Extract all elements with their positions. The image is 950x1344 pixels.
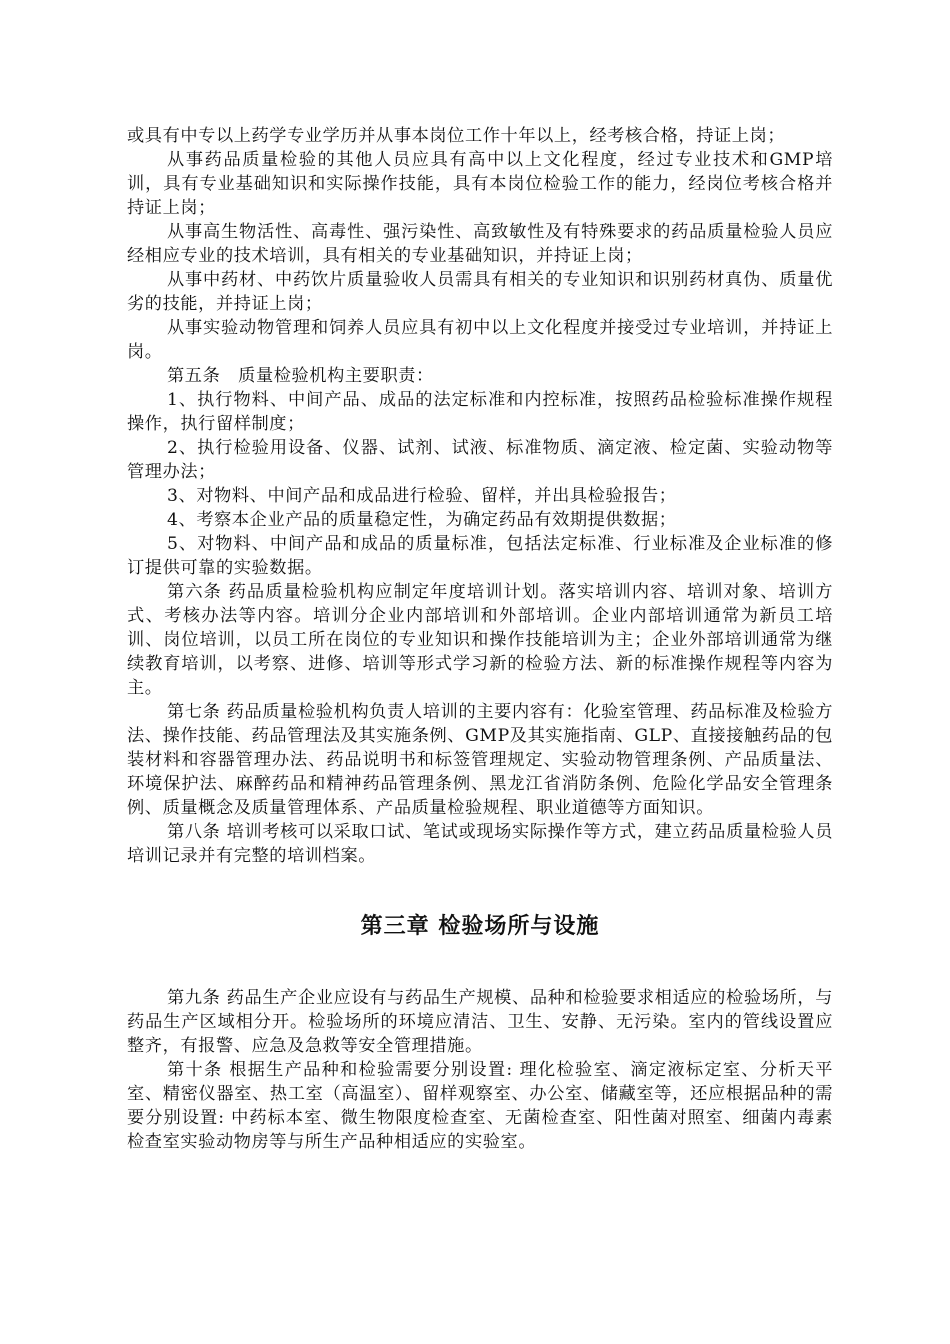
paragraph: 从事药品质量检验的其他人员应具有高中以上文化程度，经过专业技术和GMP培训，具有专业基础知识和实际操作技能，具有本岗位检验工作的能力，经岗位考核合格并持证上岗； (127, 150, 833, 218)
paragraph: 第八条 培训考核可以采取口试、笔试或现场实际操作等方式，建立药品质量检验人员培训记录并有完整的培训档案。 (127, 822, 833, 866)
paragraph: 5、对物料、中间产品和成品的质量标准，包括法定标准、行业标准及企业标准的修订提供可靠的实验数据。 (127, 534, 833, 578)
paragraph: 第十条 根据生产品种和检验需要分别设置: 理化检验室、滴定液标定室、分析天平室、精密仪器室、热工室（高温室）、留样观察室、办公室、储藏室等，还应根据品种的需要分别设置: 中药标本室、微生物限度检查室、无菌检查室、阳性菌对照室、细菌内毒素检查室实验动物房等与所生产品种相适应的实验室。 (127, 1060, 833, 1152)
paragraph: 从事实验动物管理和饲养人员应具有初中以上文化程度并接受过专业培训，并持证上岗。 (127, 318, 833, 362)
chapter-title: 第三章 检验场所与设施 (360, 914, 600, 939)
paragraph: 从事中药材、中药饮片质量验收人员需具有相关的专业知识和识别药材真伪、质量优劣的技能，并持证上岗； (127, 270, 833, 314)
paragraph: 第五条 质量检验机构主要职责： (167, 366, 434, 386)
paragraph: 4、考察本企业产品的质量稳定性，为确定药品有效期提供数据； (167, 510, 677, 530)
paragraph: 从事高生物活性、高毒性、强污染性、高致敏性及有特殊要求的药品质量检验人员应经相应专业的技术培训，具有相关的专业基础知识，并持证上岗； (127, 222, 833, 266)
paragraph: 第七条 药品质量检验机构负责人培训的主要内容有：化验室管理、药品标准及检验方法、操作技能、药品管理法及其实施条例、GMP及其实施指南、GLP、直接接触药品的包装材料和容器管理办法、药品说明书和标签管理规定、实验动物管理条例、产品质量法、环境保护法、麻醉药品和精神药品管理条例、黑龙江省消防条例、危险化学品安全管理条例、质量概念及质量管理体系、产品质量检验规程、职业道德等方面知识。 (127, 702, 833, 818)
section-body-before (127, 124, 833, 868)
paragraph: 2、执行检验用设备、仪器、试剂、试液、标准物质、滴定液、检定菌、实验动物等管理办法； (127, 438, 833, 482)
paragraph: 3、对物料、中间产品和成品进行检验、留样，并出具检验报告； (167, 486, 677, 506)
paragraph: 第六条 药品质量检验机构应制定年度培训计划。落实培训内容、培训对象、培训方式、考核办法等内容。培训分企业内部培训和外部培训。企业内部培训通常为新员工培训、岗位培训，以员工所在岗位的专业知识和操作技能培训为主；企业外部培训通常为继续教育培训，以考察、进修、培训等形式学习新的检验方法、新的标准操作规程等内容为主。 (127, 582, 833, 698)
paragraph: 或具有中专以上药学专业学历并从事本岗位工作十年以上，经考核合格，持证上岗； (127, 126, 786, 146)
paragraph: 1、执行物料、中间产品、成品的法定标准和内控标准，按照药品检验标准操作规程操作，执行留样制度； (127, 390, 833, 434)
section-body-after (127, 986, 833, 1154)
paragraph: 第九条 药品生产企业应设有与药品生产规模、品种和检验要求相适应的检验场所，与药品生产区域相分开。检验场所的环境应清洁、卫生、安静、无污染。室内的管线设置应整齐，有报警、应急及急救等安全管理措施。 (127, 988, 833, 1056)
document-page (127, 124, 833, 1154)
